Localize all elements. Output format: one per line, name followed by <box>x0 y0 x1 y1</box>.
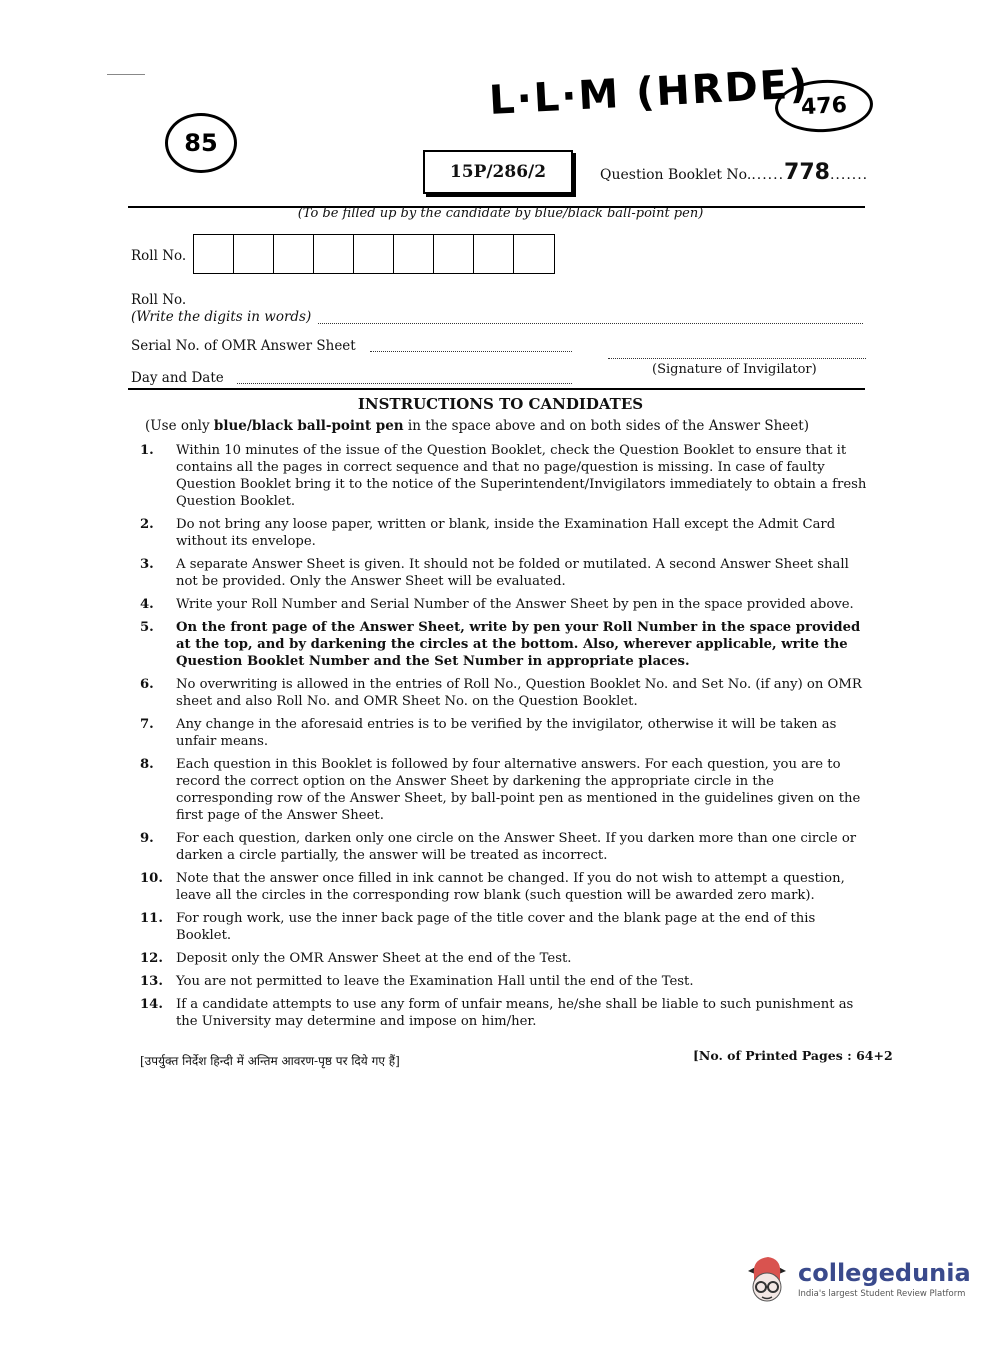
instruction-item <box>140 950 872 967</box>
instruction-text: Any change in the aforesaid entries is to be verified by the invigilator, otherwise it will be taken as unfair means. <box>176 717 837 749</box>
scan-mark <box>107 74 145 75</box>
instructions-title: INSTRUCTIONS TO CANDIDATES <box>357 395 644 413</box>
instruction-number: 12. <box>140 951 163 966</box>
instruction-item <box>140 716 872 750</box>
instruction-text: Each question in this Booklet is followed by four alternative answers. For each question, you are to record the correct option on the Answer Sheet by darkening the appropriate circle in the corresponding row of the Answer Sheet, by ball-point pen as mentioned in the guidelines given on the first page of the Answer Sheet. <box>176 757 861 823</box>
roll-words-hint: (Write the digits in words) <box>131 309 312 325</box>
booklet-number: 778 <box>784 160 830 185</box>
booklet-label: Question Booklet No. <box>600 167 752 183</box>
roll-box[interactable] <box>194 235 234 273</box>
instruction-text: Deposit only the OMR Answer Sheet at the end of the Test. <box>176 951 572 966</box>
instruction-number: 6. <box>140 677 154 692</box>
course-handwritten: L·L·M (HRDE) <box>488 61 811 124</box>
roll-number-boxes <box>193 234 555 274</box>
instruction-item <box>140 516 872 550</box>
instruction-number: 4. <box>140 597 154 612</box>
instruction-number: 1. <box>140 443 154 458</box>
fill-note: (To be filled up by the candidate by blue/black ball-point pen) <box>297 206 704 221</box>
roll-no-label: Roll No. <box>131 248 187 264</box>
day-date-line[interactable] <box>237 382 572 384</box>
instruction-item <box>140 870 872 904</box>
instruction-number: 13. <box>140 974 163 989</box>
paper-code-box <box>423 150 573 194</box>
instruction-number: 2. <box>140 517 154 532</box>
instruction-text: For each question, darken only one circle on the Answer Sheet. If you darken more than one circle or darken a circle partially, the answer will be treated as incorrect. <box>176 831 857 863</box>
mascot-icon <box>742 1251 792 1307</box>
booklet-dots-after: ....... <box>829 167 869 183</box>
instruction-item <box>140 556 872 590</box>
day-date-label: Day and Date <box>131 370 224 386</box>
logo-text <box>798 1260 971 1299</box>
serial-omr-line[interactable] <box>370 350 572 352</box>
instruction-number: 7. <box>140 717 154 732</box>
instruction-item <box>140 756 872 824</box>
circled-number <box>165 113 237 173</box>
circled-number-text: 85 <box>184 129 218 157</box>
roll-box[interactable] <box>514 235 554 273</box>
middle-rule <box>128 388 865 390</box>
instruction-text: A separate Answer Sheet is given. It should not be folded or mutilated. A second Answer Sheet shall not be provided. Only the Answer Sheet will be evaluated. <box>176 557 849 589</box>
use-only-note <box>145 418 809 434</box>
signature-label: (Signature of Invigilator) <box>652 362 817 377</box>
instruction-text: If a candidate attempts to use any form of unfair means, he/she shall be liable to such punishment as the University may determine and impose on him/her. <box>176 997 854 1029</box>
roll-box[interactable] <box>314 235 354 273</box>
instruction-item <box>140 619 872 670</box>
instruction-number: 3. <box>140 557 154 572</box>
use-only-bold: blue/black ball-point pen <box>213 418 404 434</box>
serial-omr-label: Serial No. of OMR Answer Sheet <box>131 338 356 354</box>
instruction-text: No overwriting is allowed in the entries of Roll No., Question Booklet No. and Set No. (if any) on OMR sheet and also Roll No. and OMR Sheet No. on the Question Booklet. <box>176 677 862 709</box>
use-only-prefix: (Use only <box>145 418 214 434</box>
instruction-item <box>140 830 872 864</box>
instruction-item <box>140 442 872 510</box>
use-only-suffix: in the space above and on both sides of the Answer Sheet) <box>403 418 809 434</box>
roll-words-label: Roll No. <box>131 292 187 308</box>
roll-words-line[interactable] <box>318 322 863 324</box>
instructions-list <box>140 442 872 1036</box>
instruction-item <box>140 596 872 613</box>
logo-tagline: India's largest Student Review Platform <box>798 1288 966 1299</box>
instruction-item <box>140 910 872 944</box>
roll-box[interactable] <box>474 235 514 273</box>
instruction-number: 14. <box>140 997 163 1012</box>
course-code-text: 476 <box>800 92 848 120</box>
printed-pages: [No. of Printed Pages : 64+2 <box>693 1048 893 1063</box>
instruction-item <box>140 996 872 1030</box>
paper-code: 15P/286/2 <box>449 162 547 182</box>
logo-name: collegedunia <box>798 1258 971 1287</box>
instruction-text: For rough work, use the inner back page of the title cover and the blank page at the end of this Booklet. <box>176 911 816 943</box>
instruction-text: Do not bring any loose paper, written or blank, inside the Examination Hall except the Admit Card without its envelope. <box>176 517 836 549</box>
instruction-text: Within 10 minutes of the issue of the Question Booklet, check the Question Booklet to ensure that it contains all the pages in correct sequence and that no page/question is missing. In case of faulty Question Booklet bring it to the notice of the Superintendent/Invigilators immediately to obtain a fresh Question Booklet. <box>176 443 867 509</box>
instruction-number: 5. <box>140 620 154 635</box>
hindi-note: [उपर्युक्त निर्देश हिन्दी में अन्तिम आवरण-पृष्ठ पर दिये गए हैं] <box>140 1054 400 1068</box>
signature-line[interactable] <box>608 357 866 359</box>
roll-box[interactable] <box>274 235 314 273</box>
collegedunia-logo[interactable] <box>742 1251 971 1307</box>
instruction-number: 9. <box>140 831 154 846</box>
instruction-item <box>140 973 872 990</box>
roll-box[interactable] <box>394 235 434 273</box>
booklet-dots-before: ...... <box>751 167 785 183</box>
question-booklet-number <box>600 160 868 185</box>
roll-box[interactable] <box>234 235 274 273</box>
instruction-number: 10. <box>140 871 163 886</box>
instruction-text: On the front page of the Answer Sheet, write by pen your Roll Number in the space provided at the top, and by darkening the circles at the bottom. Also, wherever applicable, write the Question Booklet Number and the Set Number in appropriate places. <box>176 620 861 669</box>
instruction-number: 11. <box>140 911 163 926</box>
roll-box[interactable] <box>434 235 474 273</box>
roll-box[interactable] <box>354 235 394 273</box>
instruction-text: You are not permitted to leave the Examination Hall until the end of the Test. <box>176 974 694 989</box>
instruction-number: 8. <box>140 757 154 772</box>
instruction-item <box>140 676 872 710</box>
instruction-text: Note that the answer once filled in ink cannot be changed. If you do not wish to attempt a question, leave all the circles in the corresponding row blank (such question will be awarded zero mark). <box>176 871 845 903</box>
instruction-text: Write your Roll Number and Serial Number of the Answer Sheet by pen in the space provided above. <box>176 597 854 612</box>
